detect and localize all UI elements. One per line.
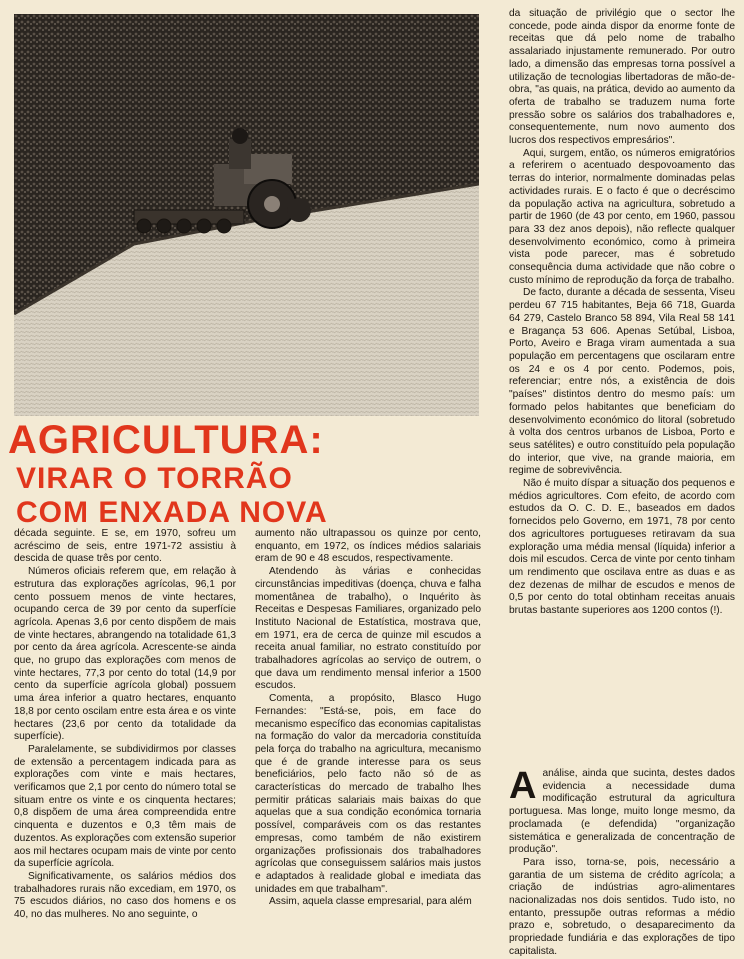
paragraph: Atendendo às várias e conhecidas circunstâncias impeditivas (doença, chuva e falha momentânea de trabalho), o Inquérito às Receitas e Despesas Familiares, organizado pelo Instituto Nacional de Estatística, mostrava que, em 1971, era de cerca de quinze mil escudos a receita anual familiar, no estrato constituído por trabalhadores agrícolas ao serviço de outrem, o que dava um rendimento mensal inferior a 1500 escudos. <box>255 566 481 692</box>
paragraph: Não é muito díspar a situação dos pequenos e médios agricultores. Com efeito, de acordo com estudos da O. C. D. E., baseados em dados fornecidos pelo Governo, em 1971, 78 por cento dos agricultores portugueses retiravam da sua exploração uma média mensal (líquida) inferior a dois mil escudos. Cerca de vinte por cento tinham um rendimento que oscilava entre as duas e as dez dezenas de milhar de escudos e menos de 0,5 por cento do total obtinham receitas anuais brutas bastante superiores aos 1200 contos (!). <box>509 478 735 617</box>
paragraph: Assim, aquela classe empresarial, para além <box>269 896 472 908</box>
column-1 <box>14 528 236 922</box>
paragraph: aumento não ultrapassou os quinze por cento, enquanto, em 1972, os índices médios salariais eram de 90 e 48 escudos, respectivamente. <box>255 528 481 565</box>
paragraph: Comenta, a propósito, Blasco Hugo Fernandes: "Está-se, pois, em face do mecanismo específico das economias capitalistas na formação do valor da mercadoria constituída pela força do trabalho na agricultura, mecanismo que é de grande interesse para os seus beneficiários, pelo facto não só de as características do mercado de trabalho lhes permitir práticas salariais mais baixas do que aquelas que a sua condição económica tornaria possível, comparáveis com os das restantes empresas, como também de não existirem organizações profissionais dos trabalhadores agrícolas que conseguissem salários mais justos e adaptados à realidade global e imediata das unidades em que trabalham". <box>255 693 481 895</box>
harrow <box>134 210 244 233</box>
paragraph: Números oficiais referem que, em relação à estrutura das explorações agrícolas, 96,1 por cento possuem menos de vinte hectares, ocupando cerca de 39 por cento da superfície agrícola. Apenas 3,6 por cento dispõem de mais de vinte hectares, abrangendo na totalidade 61,3 por cento da área agrícola. Acrescente-se ainda que, no grupo das explorações com menos de vinte hectares, 77,3 por cento do total (14,9 por cento da superfície agrícola global) possuem uma área inferior a quatro hectares, enquanto 18,8 por cento oscilam entre esta área e os vinte hectares (23,6 por cento da totalidade da superfície). <box>14 566 236 743</box>
paragraph: De facto, durante a década de sessenta, Viseu perdeu 67 715 habitantes, Beja 66 718, Guarda 64 279, Castelo Branco 58 894, Vila Real 58 141 e Bragança 53 606. Apenas Setúbal, Lisboa, Porto, Aveiro e Braga viram aumentada a sua população em percentagens que oscilaram entre os 24 e os 4 por cento. Podemos, pois, referenciar; entre nós, a existência de dois "países" distintos dentro do mesmo país: um formado pelos habitantes que beneficiam do desenvolvimento económico do litoral (sobretudo à volta dos centros urbanos de Lisboa, Porto e seus satélites) e outro constituído pela população do interior, que vive, na grande maioria, em regime de sobrevivência. <box>509 287 735 477</box>
paragraph: da situação de privilégio que o sector lhe concede, pode ainda dispor da enorme fonte de receitas que dá pelo nome de trabalho assalariado injustamente remunerado. Por outro lado, a dimensão das empresas torna possível a utilização de tecnologias libertadoras de mão-de-obra, "as quais, na prática, devido ao aumento da oferta de trabalho se traduzem numa forte pressão sobre os salários dos trabalhadores e, consequentemente, num novo aumento dos lucros dos respectivos empresários". <box>509 8 735 147</box>
headline-line-2: VIRAR O TORRÃO <box>16 462 293 495</box>
closing-paragraph <box>509 765 735 857</box>
paragraph: Paralelamente, se subdividirmos por classes de extensão a percentagem indicada para as explorações com vinte e mais hectares, verificamos que 2,1 por cento do número total se situam entre os vinte e os cinquenta hectares; 0,8 dispõem de uma área compreendida entre cinquenta e duzentos e 0,3 têm mais de duzentos. As explorações com extensão superior aos mil hectares ocupam mais de vinte por cento da superfície agrícola. <box>14 743 236 870</box>
paragraph: década seguinte. E se, em 1970, sofreu um acréscimo de seis, entre 1971-72 assistiu à descida de quase três por cento. <box>14 528 236 565</box>
column-3 <box>509 8 735 618</box>
drop-cap: A <box>509 765 537 807</box>
tractor-photo <box>14 14 479 416</box>
headline-line-3: COM ENXADA NOVA <box>16 496 328 529</box>
closing-text: análise, ainda que sucinta, destes dados evidencia a necessidade duma modificação estrutural da agricultura portuguesa. Mas longe, muito longe mesmo, da proclamada (e defendida) "organização sistemática e generalizada de concentração de produção". <box>509 768 735 856</box>
article-headline <box>8 420 478 528</box>
column-2 <box>255 528 481 909</box>
paragraph: Para isso, torna-se, pois, necessário a garantia de um sistema de crédito agrícola; a criação de indústrias agro-alimentares nacionalizadas nos dois sentidos. Tudo isto, no entanto, pressupõe outras reformas a médio prazo e, sobretudo, o desaparecimento da propriedade fundiária e das explorações de tipo capitalista. <box>509 856 735 957</box>
paragraph: Aqui, surgem, então, os números emigratórios a referirem o acentuado despovoamento das terras do interior, normalmente dominadas pelas actividades rurais. E o facto é que o decréscimo da população activa na agricultura, sobretudo a partir de 1960 (de 43 por cento, em 1960, passou para 33 dez anos depois), não reflecte qualquer desenvolvimento económico, como à primeira vista pode parecer, mas é sobretudo consequência duma actividade que não cobre o custo mínimo de reprodução da força de trabalho. <box>509 147 735 286</box>
headline-line-1: AGRICULTURA: <box>8 418 324 462</box>
closing-section <box>509 765 735 959</box>
tractor-field-image <box>14 14 479 416</box>
paragraph: Significativamente, os salários médios dos trabalhadores rurais não excediam, em 1970, os 75 escudos diários, no caso dos homens e os 40, no das mulheres. No ano seguinte, o <box>14 870 236 921</box>
